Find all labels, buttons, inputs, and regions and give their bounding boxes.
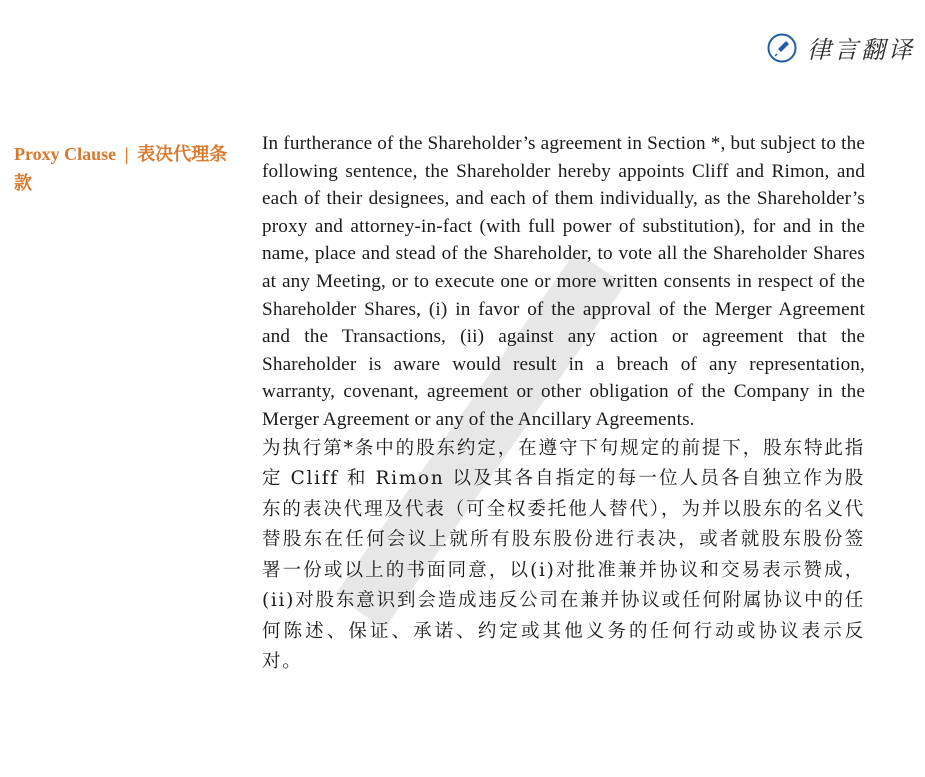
clause-text-chinese: 为执行第*条中的股东约定，在遵守下句规定的前提下，股东特此指定 Cliff 和 Rimon 以及其各自指定的每一位人员各自独立作为股东的表决代理及代表（可全权委托他人替代），为并以股东的名义代替股东在任何会议上就所有股东股份进行表决，或者就股东股份签署一份或以上的书面同意，以(i)对批准兼并协议和交易表示赞成，(ii)对股东意识到会造成违反公司在兼并协议或任何附属协议中的任何陈述、保证、承诺、约定或其他义务的任何行动或协议表示反对。 bbox=[262, 437, 865, 673]
section-title bbox=[14, 140, 229, 198]
pen-in-circle-icon bbox=[767, 33, 797, 63]
title-separator: | bbox=[124, 144, 129, 164]
brand-name: 律言翻译 bbox=[807, 36, 915, 64]
brand-header bbox=[767, 30, 915, 65]
clause-body bbox=[262, 130, 865, 678]
clause-text-english: In furtherance of the Shareholder’s agreement in Section *, but subject to the following sentence, the Shareholder hereby appoints Cliff and Rimon, and each of their designees, and each of them individually, as the Shareholder’s proxy and attorney-in-fact (with full power of substitution), for and in the name, place and stead of the Shareholder, to vote all the Shareholder Shares at any Meeting, or to execute one or more written consents in respect of the Shareholder Shares, (i) in favor of the approval of the Merger Agreement and the Transactions, (ii) against any action or agreement that the Shareholder is aware would result in a breach of any representation, warranty, covenant, agreement or other obligation of the Company in the Merger Agreement or any of the Ancillary Agreements. bbox=[262, 133, 865, 430]
section-title-zh: 表决代理条款 bbox=[14, 144, 228, 193]
section-title-en: Proxy Clause bbox=[14, 144, 117, 164]
